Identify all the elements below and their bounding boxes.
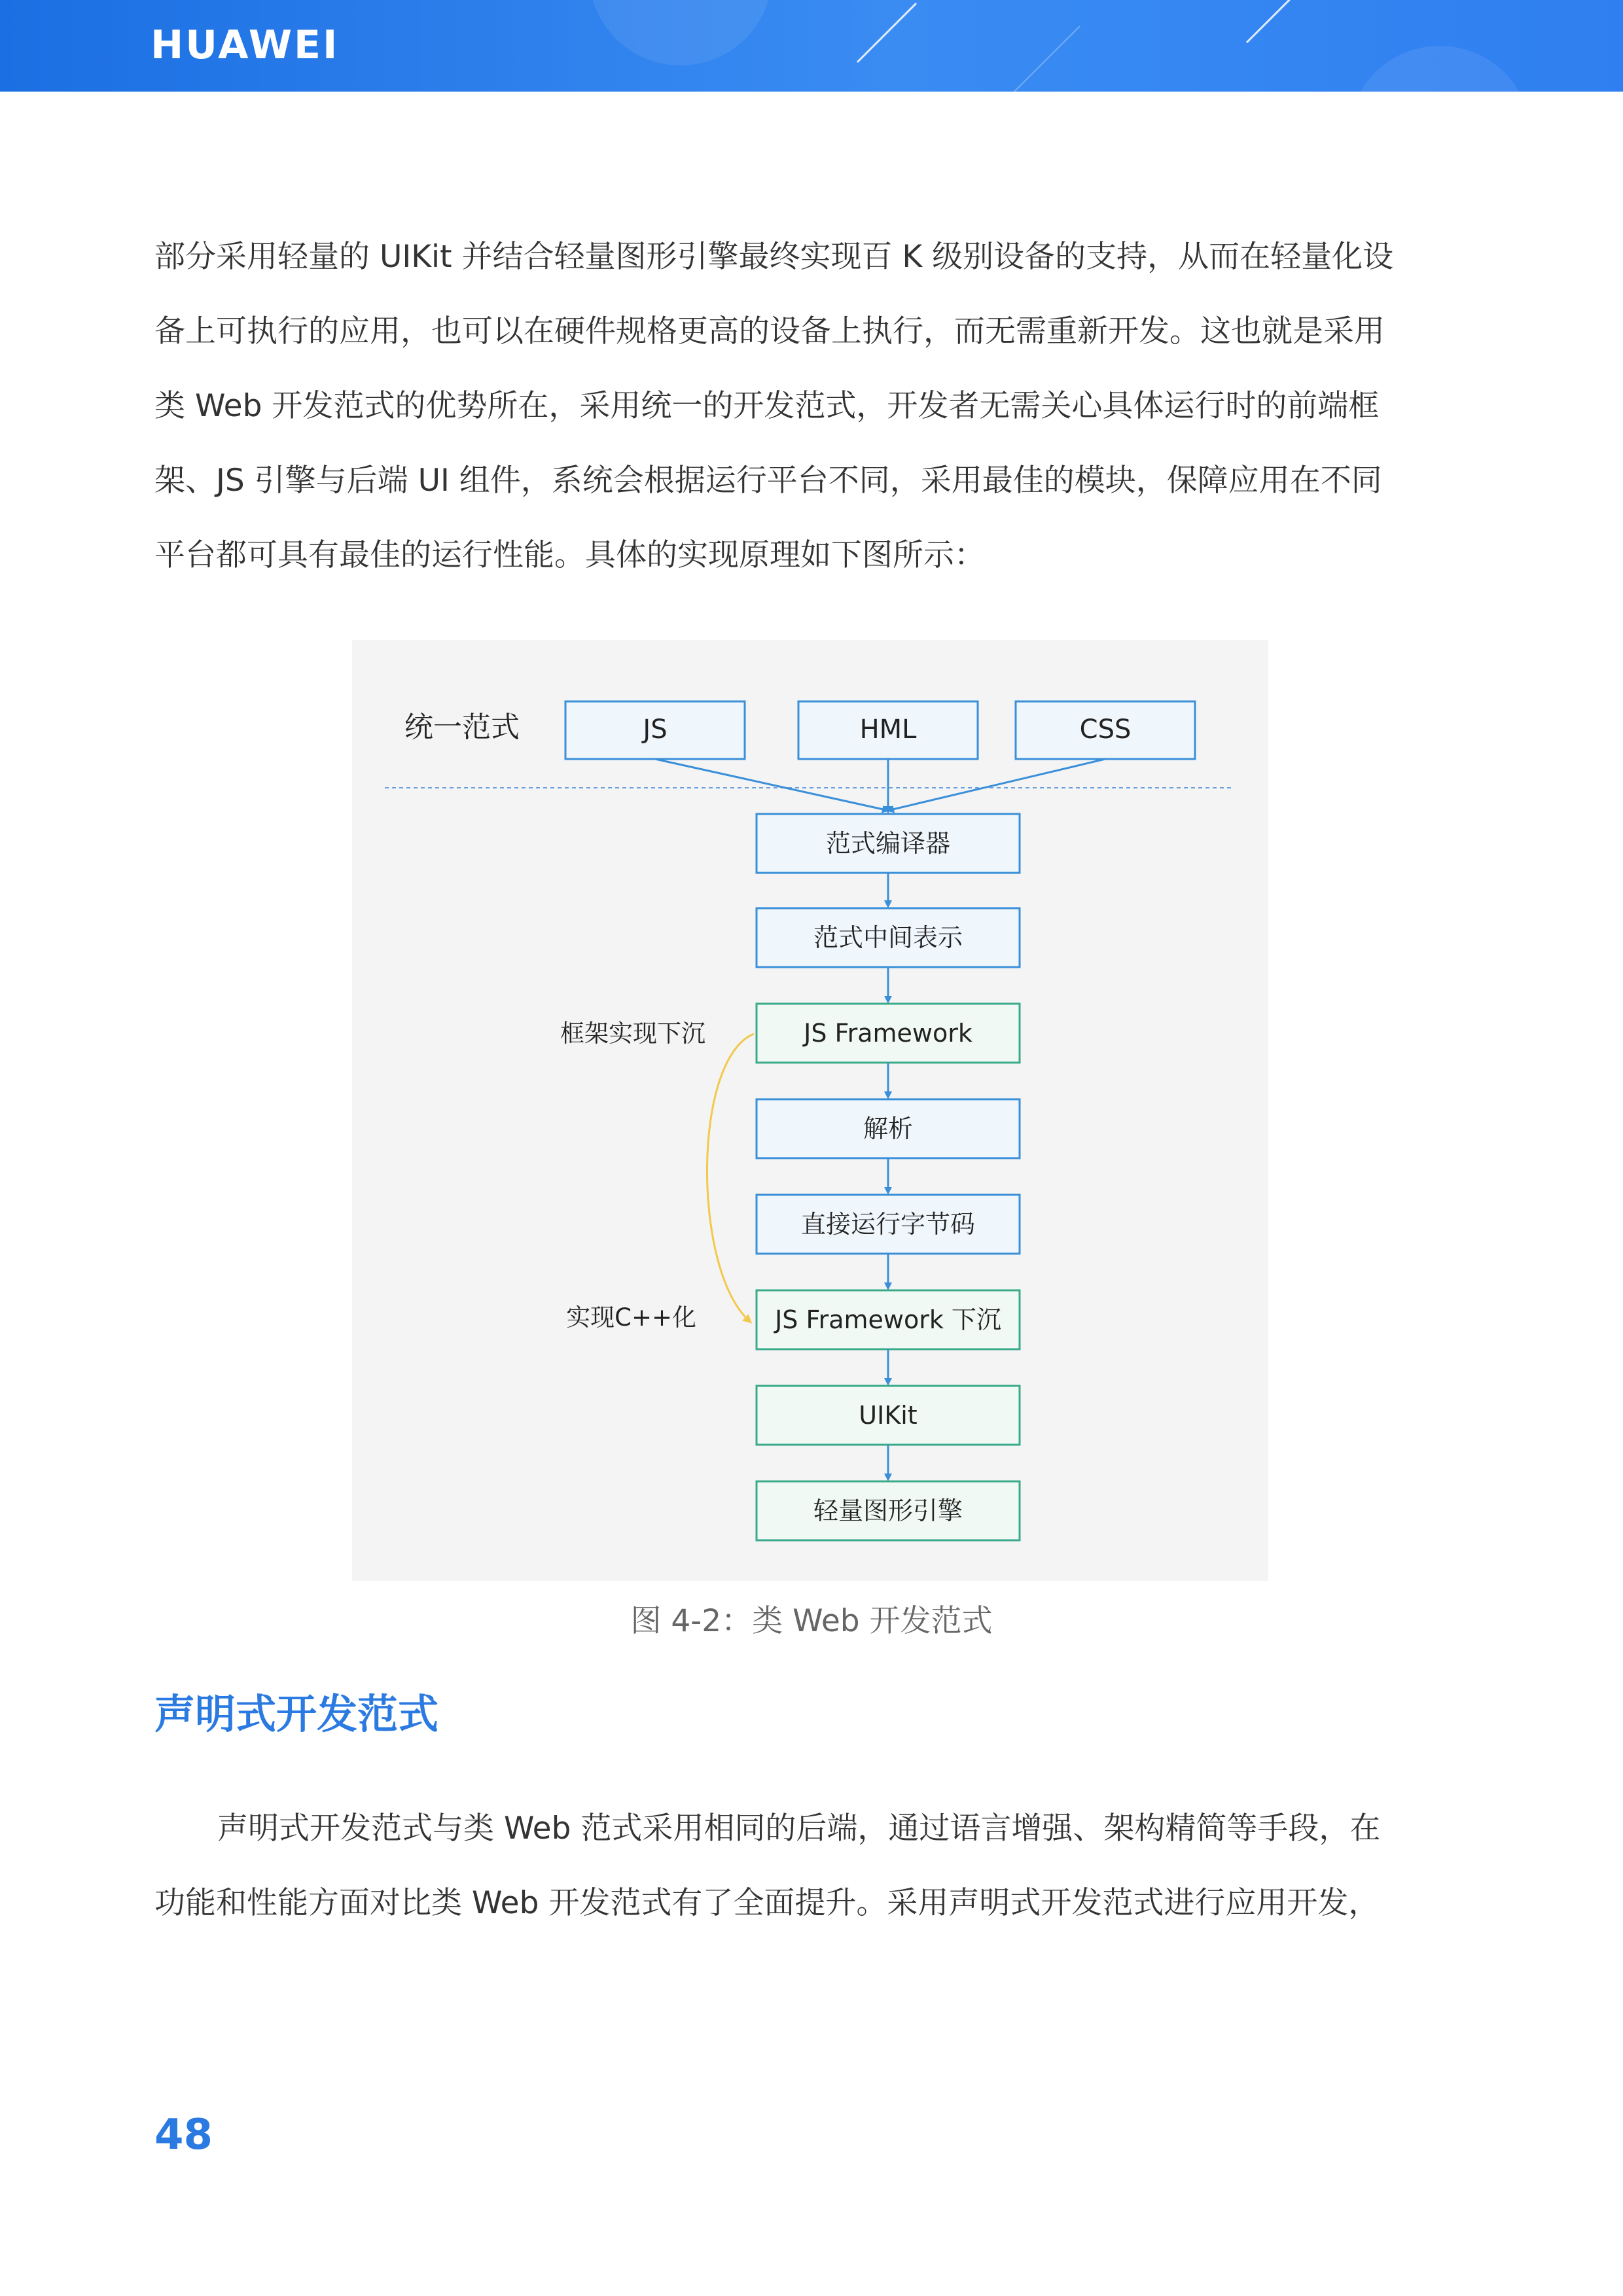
step-label: 直接运行字节码 <box>800 1210 976 1239</box>
arrow-css-to-compiler <box>890 759 1105 810</box>
step-paradigm-ir <box>757 908 1020 967</box>
section-paragraph <box>154 1792 1470 1941</box>
page-header <box>0 0 1623 92</box>
paragraph-line: 类 Web 开发范式的优势所在，采用统一的开发范式，开发者无需关心具体运行时的前端框 <box>154 388 1380 424</box>
step-label: JS Framework 下沉 <box>775 1305 1001 1334</box>
paragraph-line: 平台都可具有最佳的运行性能。具体的实现原理如下图所示： <box>154 537 985 573</box>
step-parse <box>757 1099 1020 1158</box>
huawei-logo: HUAWEI <box>151 22 340 68</box>
step-label: 范式编译器 <box>825 829 951 858</box>
step-label: 解析 <box>863 1114 914 1143</box>
paragraph-line: 功能和性能方面对比类 Web 开发范式有了全面提升。采用声明式开发范式进行应用开发， <box>154 1885 1380 1921</box>
unified-paradigm-label: 统一范式 <box>404 711 520 744</box>
step-label: 范式中间表示 <box>813 923 963 952</box>
input-label-js: JS <box>643 715 668 745</box>
step-paradigm-compiler <box>757 814 1020 873</box>
input-box-hml <box>798 701 978 759</box>
intro-paragraph <box>154 220 1470 593</box>
annotation-cpp: 实现C++化 <box>566 1303 696 1332</box>
step-uikit <box>757 1386 1020 1445</box>
step-lightweight-graphics-engine <box>757 1481 1020 1540</box>
paragraph-line: 部分采用轻量的 UIKit 并结合轻量图形引擎最终实现百 K 级别设备的支持，从而在轻量化设 <box>154 239 1394 275</box>
sink-curve-arrow <box>707 1034 754 1320</box>
step-label: UIKit <box>859 1401 918 1430</box>
paragraph-line: 声明式开发范式与类 Web 范式采用相同的后端，通过语言增强、架构精简等手段，在 <box>217 1810 1381 1846</box>
step-js-framework <box>757 1004 1020 1063</box>
annotation-framework-sink: 框架实现下沉 <box>560 1019 705 1048</box>
input-label-hml: HML <box>859 715 917 745</box>
paragraph-line: 备上可执行的应用，也可以在硬件规格更高的设备上执行，而无需重新开发。这也就是采用 <box>154 313 1385 349</box>
arrow-js-to-compiler <box>655 759 886 810</box>
architecture-diagram <box>352 640 1268 1581</box>
step-js-framework-sink <box>757 1290 1020 1349</box>
figure-caption: 图 4-2：类 Web 开发范式 <box>630 1603 993 1639</box>
input-box-js <box>565 701 745 759</box>
step-run-bytecode <box>757 1195 1020 1254</box>
step-label: 轻量图形引擎 <box>813 1496 963 1525</box>
page-number: 48 <box>154 2111 213 2159</box>
step-label: JS Framework <box>804 1019 972 1048</box>
section-heading: 声明式开发范式 <box>154 1690 439 1738</box>
input-box-css <box>1016 701 1195 759</box>
paragraph-line: 架、JS 引擎与后端 UI 组件，系统会根据运行平台不同，采用最佳的模块，保障应用在不同 <box>154 463 1382 499</box>
input-label-css: CSS <box>1079 715 1132 745</box>
